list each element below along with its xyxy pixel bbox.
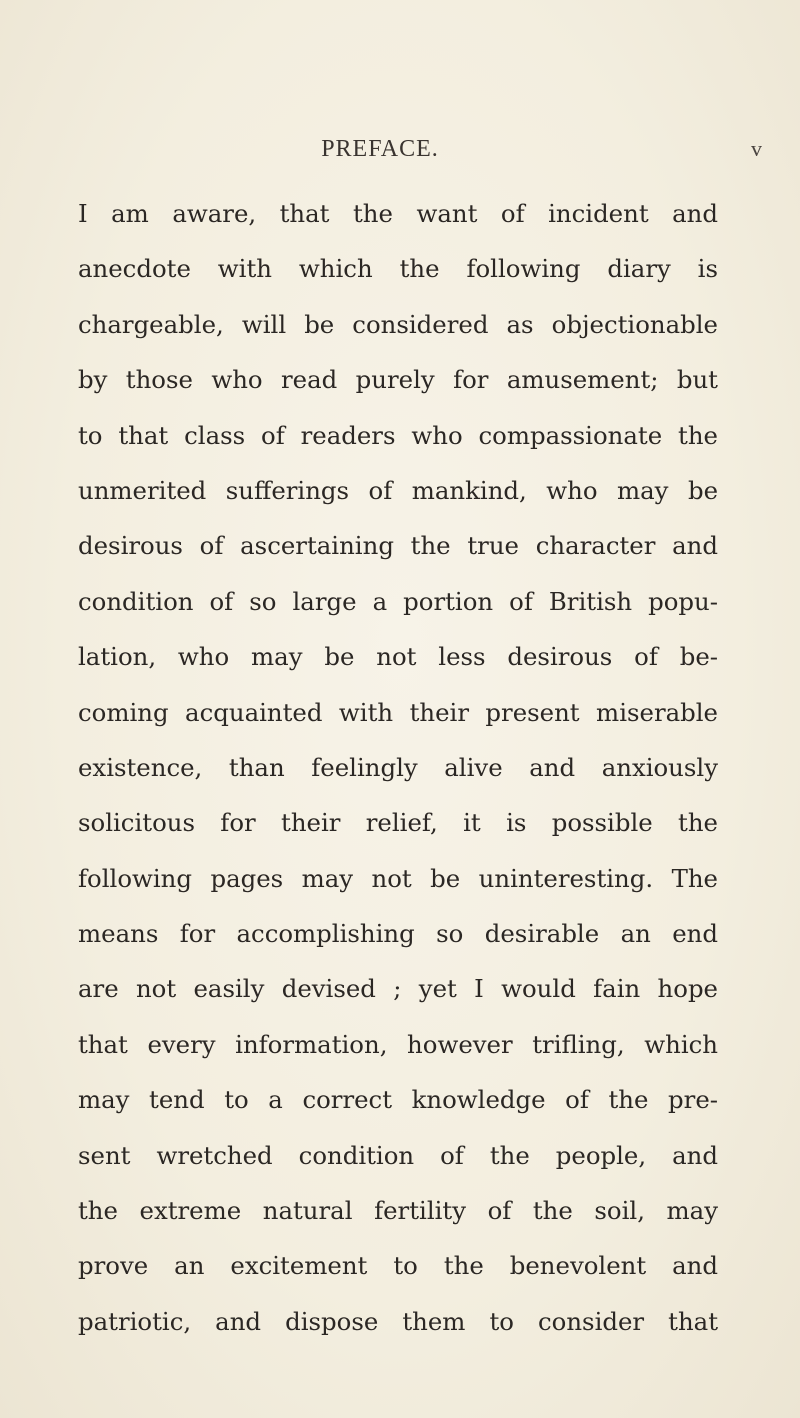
running-title: PREFACE. xyxy=(321,136,439,162)
text-line: to that class of readers who compassionate the xyxy=(78,420,718,450)
text-line: following pages may not be uninteresting. The xyxy=(78,863,718,893)
running-head xyxy=(0,132,800,166)
text-line: are not easily devised ; yet I would fain hope xyxy=(78,974,718,1004)
text-line: desirous of ascertaining the true character and xyxy=(78,531,718,561)
text-line: solicitous for their relief, it is possible the xyxy=(78,808,718,838)
text-line: coming acquainted with their present miserable xyxy=(78,697,718,727)
text-line: I am aware, that the want of incident and xyxy=(78,199,718,228)
text-line: prove an excitement to the benevolent and xyxy=(78,1251,718,1281)
text-line: means for accomplishing so desirable an end xyxy=(78,919,718,949)
text-line: condition of so large a portion of British popu- xyxy=(78,586,718,616)
text-line: patriotic, and dispose them to consider that xyxy=(78,1306,718,1336)
text-line: chargeable, will be considered as objectionable xyxy=(78,309,718,339)
text-line: may tend to a correct knowledge of the pre- xyxy=(78,1085,718,1115)
text-line: lation, who may be not less desirous of be- xyxy=(78,642,718,672)
text-line: that every information, however trifling, which xyxy=(78,1029,718,1059)
page-number: v xyxy=(751,136,762,161)
text-line: the extreme natural fertility of the soil, may xyxy=(78,1196,718,1226)
text-line: sent wretched condition of the people, and xyxy=(78,1140,718,1170)
text-line: existence, than feelingly alive and anxiously xyxy=(78,752,718,782)
text-line: unmerited sufferings of mankind, who may be xyxy=(78,475,718,505)
body-paragraph xyxy=(78,186,718,1349)
text-line: anecdote with which the following diary is xyxy=(78,254,718,284)
text-line: by those who read purely for amusement; but xyxy=(78,365,718,395)
